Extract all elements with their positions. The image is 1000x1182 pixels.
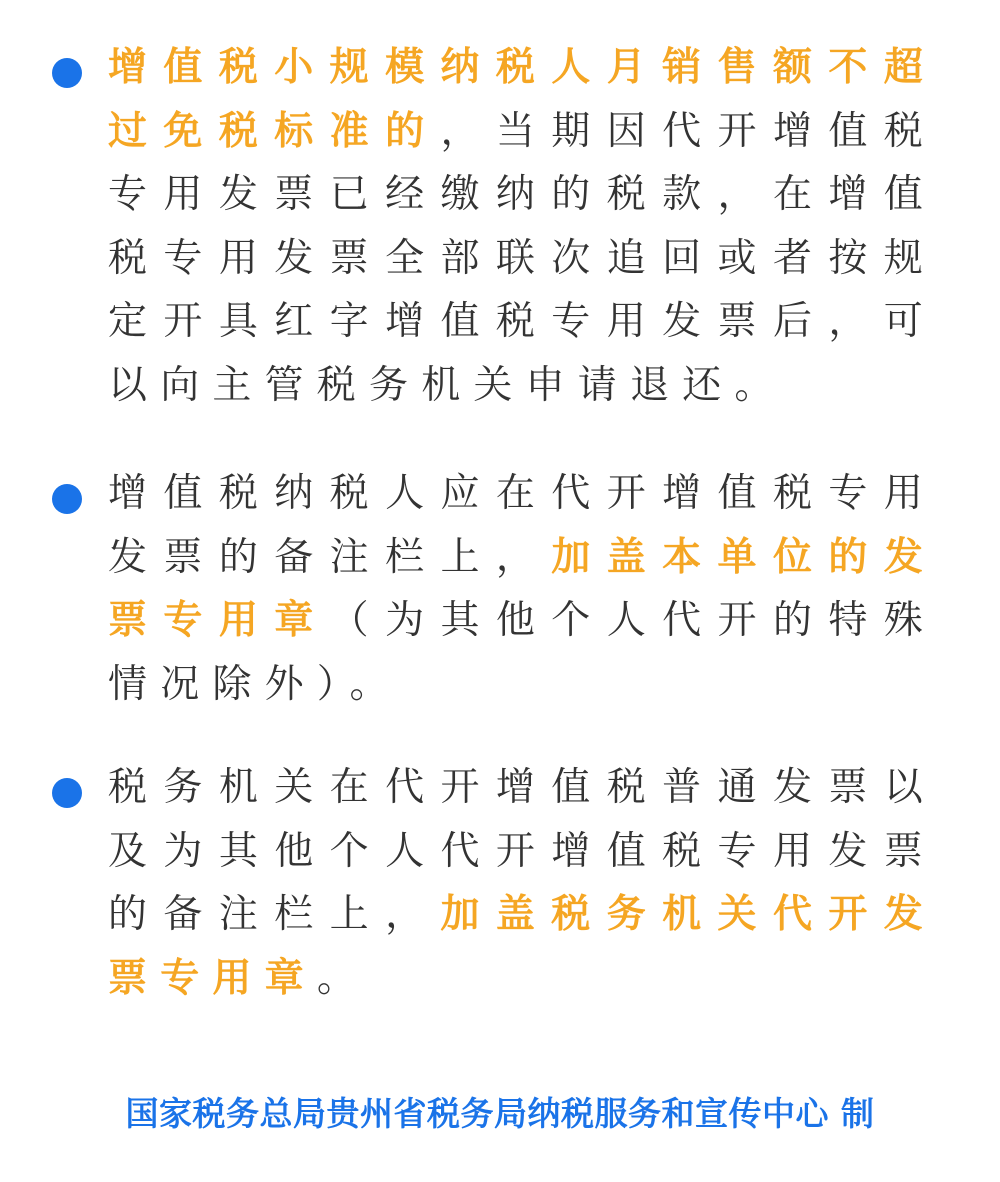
bullet-text-2 [108,462,936,716]
highlight-text: 加盖本单位的发票专用章 [108,534,936,643]
body-text: ，当期因代开增值税专用发票已经缴纳的税款，在增值税专用发票全部联次追回或者按规定开具红字增值税专用发票后，可以向主管税务机关申请退还。 [108,108,936,408]
bullet-dot-icon [52,778,82,808]
bullet-text-3 [108,756,936,1010]
footer-credit: 国家税务总局贵州省税务局纳税服务和宣传中心 制 [125,1094,875,1133]
highlight-text: 加盖税务机关代开发票专用章 [108,892,936,1001]
bullet-dot-icon [52,58,82,88]
highlight-text: 增值税小规模纳税人月销售额不超过免税标准的 [108,45,936,154]
bullet-text-1 [108,36,936,417]
body-text: 税务机关在代开增值税普通发票以及为其他个人代开增值税专用发票的备注栏上， [108,765,936,937]
bullet-dot-icon [52,484,82,514]
body-text: （为其他个人代开的特殊情况除外）。 [108,598,936,707]
body-text: 增值税纳税人应在代开增值税专用发票的备注栏上， [108,471,936,580]
body-text: 。 [316,955,370,1001]
